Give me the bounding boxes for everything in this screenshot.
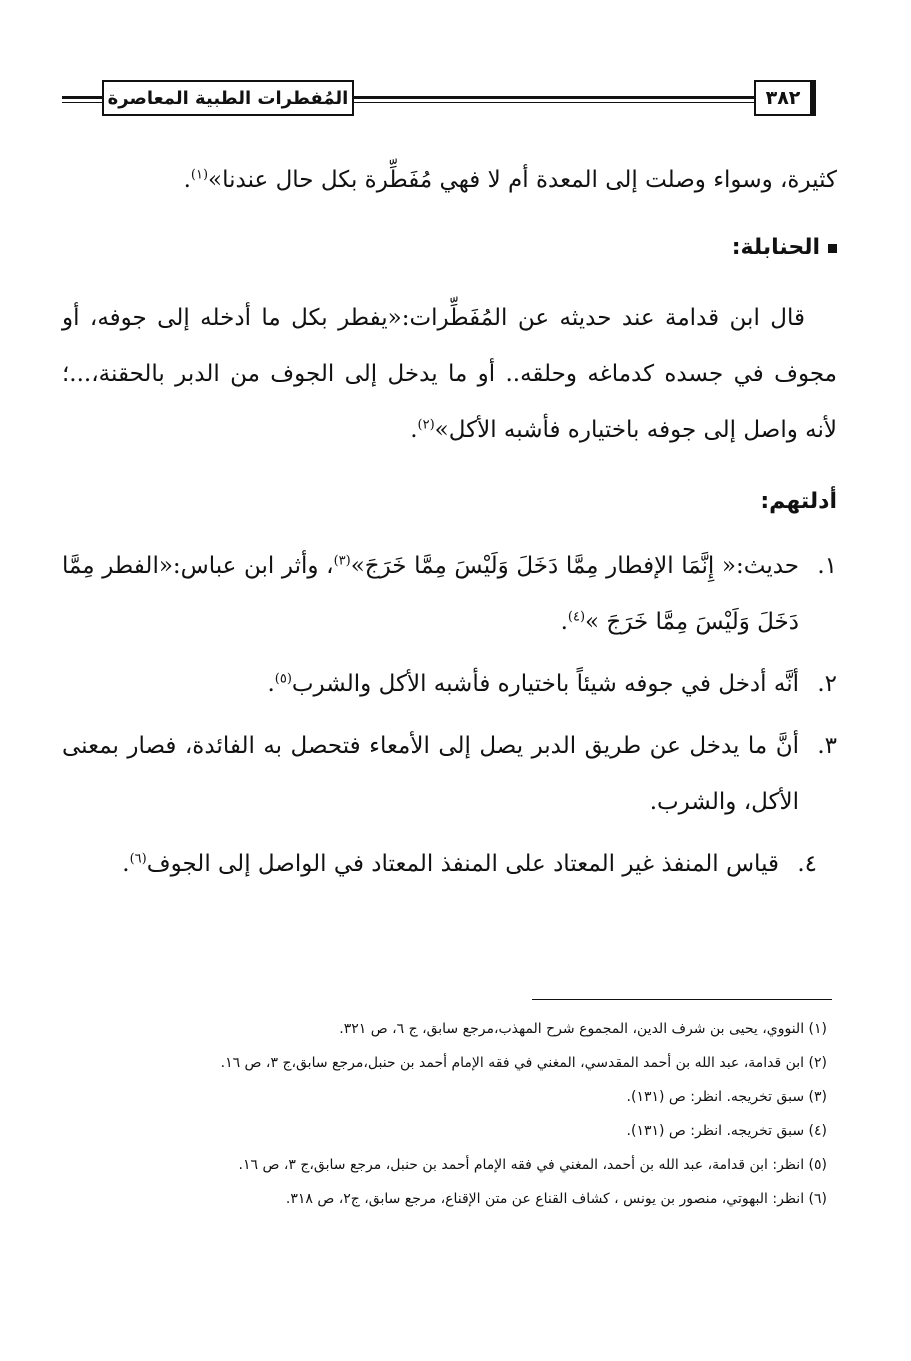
paragraph-continuation-end: . bbox=[183, 167, 191, 193]
footnote: (٦) انظر: البهوتي، منصور بن يونس ، كشاف القناع عن متن الإقناع، مرجع سابق، ج٢، ص ٣١٨. bbox=[285, 1191, 827, 1207]
header-rule-middle-thin bbox=[354, 102, 754, 103]
footnote: (٢) ابن قدامة، عبد الله بن أحمد المقدسي، المغني في فقه الإمام أحمد بن حنبل،مرجع سابق،ج ٣، ص ١٦. bbox=[220, 1055, 827, 1071]
footnote: (١) النووي، يحيى بن شرف الدين، المجموع شرح المهذب،مرجع سابق، ج ٦، ص ٣٢١. bbox=[339, 1021, 827, 1037]
list-item bbox=[62, 656, 837, 712]
paragraph-ibn-qudama-text: قال ابن قدامة عند حديثه عن المُفَطِّرات:«يفطر بكل ما أدخله إلى جوفه، أو مجوف في جسده كدماغه وحلقه.. أو ما يدخل إلى الجوف من الدبر بالحقنة،...؛ لأنه واصل إلى جوفه باختياره فأشبه الأكل» bbox=[62, 305, 837, 443]
list-item bbox=[62, 538, 837, 650]
paragraph-continuation-text: كثيرة، وسواء وصلت إلى المعدة أم لا فهي مُفَطِّرة بكل حال عندنا» bbox=[208, 167, 837, 193]
footnote: (٤) سبق تخريجه. انظر: ص (١٣١). bbox=[626, 1123, 827, 1139]
footnote-separator bbox=[532, 999, 832, 1000]
list-item-end: . bbox=[122, 851, 130, 877]
list-item bbox=[62, 836, 837, 892]
list-item-text-a: أنَّ ما يدخل عن طريق الدبر يصل إلى الأمعاء فتحصل به الفائدة، فصار بمعنى الأكل، والشرب. bbox=[62, 733, 799, 815]
paragraph-ibn-qudama bbox=[62, 290, 837, 458]
list-item-text bbox=[62, 538, 799, 650]
list-item-text bbox=[62, 718, 799, 830]
list-item-text bbox=[62, 656, 799, 712]
square-bullet-icon bbox=[828, 244, 837, 253]
list-item bbox=[62, 718, 837, 830]
footnote-ref-5[interactable]: (٥) bbox=[274, 671, 292, 687]
paragraph-ibn-qudama-end: . bbox=[410, 417, 418, 443]
heading-hanabila-text: الحنابلة: bbox=[731, 235, 820, 260]
footnote-ref-1[interactable]: (١) bbox=[190, 167, 209, 183]
footnote: (٣) سبق تخريجه. انظر: ص (١٣١). bbox=[626, 1089, 827, 1105]
page-number: ٣٨٢ bbox=[754, 80, 816, 116]
footnote-ref-6[interactable]: (٦) bbox=[129, 851, 147, 867]
list-item-text-b: ، وأثر ابن عباس:«الفطر مِمَّا دَخَلَ وَلَيْسَ مِمَّا خَرَجَ » bbox=[62, 553, 799, 635]
list-item-number: ٢. bbox=[817, 671, 837, 697]
main-text bbox=[62, 152, 837, 898]
footnote: (٥) انظر: ابن قدامة، عبد الله بن أحمد، المغني في فقه الإمام أحمد بن حنبل، مرجع سابق،ج ٣، ص ١٦. bbox=[238, 1157, 827, 1173]
footnote-ref-4[interactable]: (٤) bbox=[567, 609, 586, 625]
list-item-number: ١. bbox=[817, 553, 837, 579]
list-item-end: . bbox=[267, 671, 275, 697]
footnote-ref-3[interactable]: (٣) bbox=[333, 553, 351, 569]
list-item-text-a: قياس المنفذ غير المعتاد على المنفذ المعتاد في الواصل إلى الجوف bbox=[146, 851, 779, 877]
list-item-end: . bbox=[560, 609, 568, 635]
header-rule-middle bbox=[354, 96, 754, 99]
running-header bbox=[62, 76, 832, 126]
list-item-text-a: أنَّه أدخل في جوفه شيئاً باختياره فأشبه الأكل والشرب bbox=[291, 671, 799, 697]
list-item-text-a: حديث:« إِنَّمَا الإفطار مِمَّا دَخَلَ وَلَيْسَ مِمَّا خَرَجَ» bbox=[350, 553, 800, 579]
heading-hanabila bbox=[62, 220, 837, 276]
header-rule-left bbox=[62, 96, 102, 99]
book-title: المُفطرات الطبية المعاصرة bbox=[102, 80, 354, 116]
list-item-number: ٤. bbox=[797, 851, 817, 877]
footnote-ref-2[interactable]: (٢) bbox=[417, 417, 435, 433]
paragraph-continuation bbox=[62, 152, 837, 208]
heading-evidence: أدلتهم: bbox=[760, 489, 837, 514]
list-item-number: ٣. bbox=[817, 733, 837, 759]
list-item-text bbox=[62, 836, 779, 892]
header-rule-left-thin bbox=[62, 102, 102, 103]
footnotes bbox=[62, 1012, 827, 1216]
evidence-list bbox=[62, 538, 837, 892]
